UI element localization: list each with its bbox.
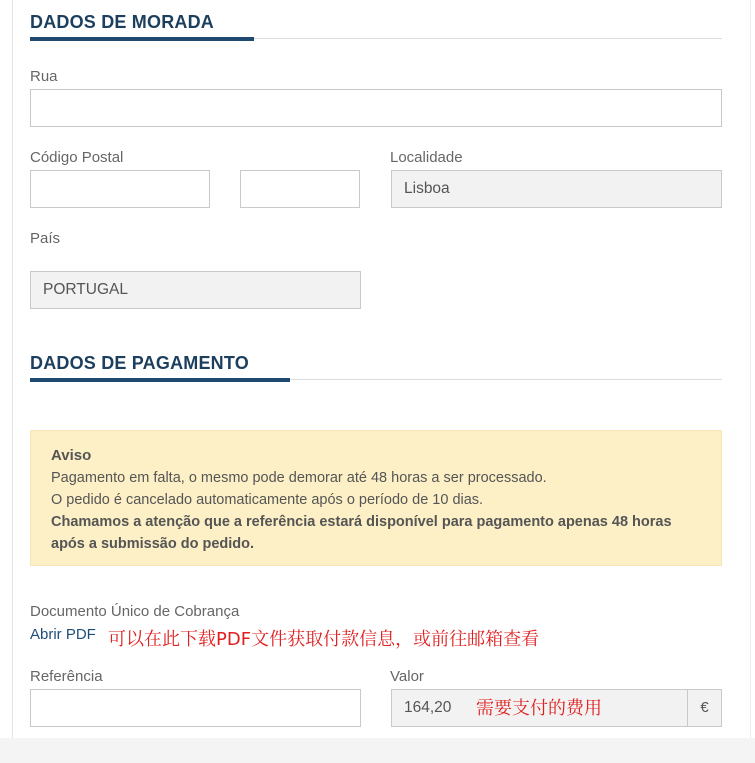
address-section-accent: [30, 37, 254, 41]
notice-line-1: Pagamento em falta, o mesmo pode demorar até 48 horas a ser processado.: [51, 470, 547, 486]
country-field[interactable]: PORTUGAL: [30, 271, 361, 309]
amount-label: Valor: [390, 668, 424, 685]
pdf-annotation: 可以在此下载PDF文件获取付款信息，或前往邮箱查看: [108, 629, 540, 650]
notice-line-2: O pedido é cancelado automaticamente após o período de 10 dias.: [51, 492, 484, 508]
open-pdf-link[interactable]: Abrir PDF: [30, 626, 96, 643]
locality-label: Localidade: [390, 149, 463, 166]
document-label: Documento Único de Cobrança: [30, 603, 240, 620]
amount-annotation: 需要支付的费用: [476, 698, 602, 719]
currency-addon: €: [688, 689, 722, 727]
notice-line-3: Chamamos a atenção que a referência estará disponível para pagamento apenas 48 horas após a submissão do pedido.: [51, 514, 672, 552]
locality-field[interactable]: Lisboa: [391, 170, 722, 208]
postal-code-part1-input[interactable]: [30, 170, 210, 208]
amount-field[interactable]: 164,20: [391, 689, 688, 727]
postal-code-label: Código Postal: [30, 149, 124, 166]
payment-section-accent: [30, 378, 290, 382]
payment-notice: [30, 430, 722, 566]
notice-title: Aviso: [51, 447, 92, 464]
address-section-title: DADOS DE MORADA: [30, 12, 215, 32]
reference-label: Referência: [30, 668, 103, 685]
postal-code-part2-input[interactable]: [240, 170, 360, 208]
reference-input[interactable]: [30, 689, 361, 727]
payment-section-title: DADOS DE PAGAMENTO: [30, 353, 249, 373]
street-input[interactable]: [30, 89, 722, 127]
right-border: [750, 0, 751, 740]
left-border: [12, 0, 13, 740]
country-label: País: [30, 230, 61, 247]
page-bottom-strip: [0, 738, 755, 763]
street-label: Rua: [30, 68, 58, 85]
